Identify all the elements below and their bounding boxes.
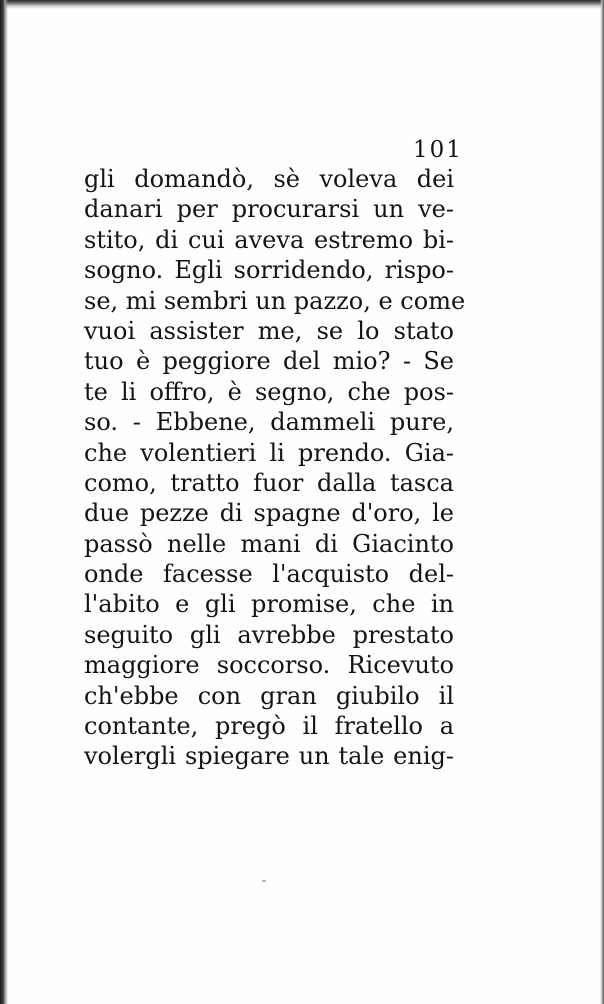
text-line: volergli spiegare un tale enig-	[84, 742, 454, 771]
paper-speck	[262, 880, 266, 882]
text-line: seguito gli avrebbe prestato	[84, 620, 454, 649]
text-line: l'abito e gli promise, che in	[84, 590, 454, 619]
text-line: onde facesse l'acquisto del-	[84, 560, 454, 589]
text-line: sogno. Egli sorridendo, rispo-	[84, 256, 454, 285]
text-line: vuoi assister me, se lo stato	[84, 316, 454, 345]
page-top-edge	[0, 0, 604, 9]
page-left-edge	[0, 0, 8, 1004]
text-line: maggiore soccorso. Ricevuto	[84, 651, 454, 680]
page-number: 101	[413, 137, 463, 163]
page-right-edge	[600, 0, 604, 1004]
text-line: te li offro, è segno, che pos-	[84, 377, 454, 406]
text-line: gli domandò, sè voleva dei	[84, 165, 454, 193]
text-line: como, tratto fuor dalla tasca	[84, 468, 454, 497]
text-line: danari per procurarsi un ve-	[84, 195, 454, 224]
body-text	[84, 164, 466, 772]
text-line: so. - Ebbene, dammeli pure,	[84, 408, 454, 437]
text-line: due pezze di spagne d'oro, le	[84, 499, 454, 528]
text-line: che volentieri li prendo. Gia-	[84, 438, 454, 467]
text-line: passò nelle mani di Giacinto	[84, 529, 454, 558]
text-line: stito, di cui aveva estremo bi-	[84, 225, 454, 254]
text-line: se, mi sembri un pazzo, e come	[84, 286, 466, 315]
text-line: tuo è peggiore del mio? - Se	[84, 347, 454, 376]
text-line: ch'ebbe con gran giubilo il	[84, 681, 454, 710]
text-line: contante, pregò il fratello a	[84, 712, 454, 741]
